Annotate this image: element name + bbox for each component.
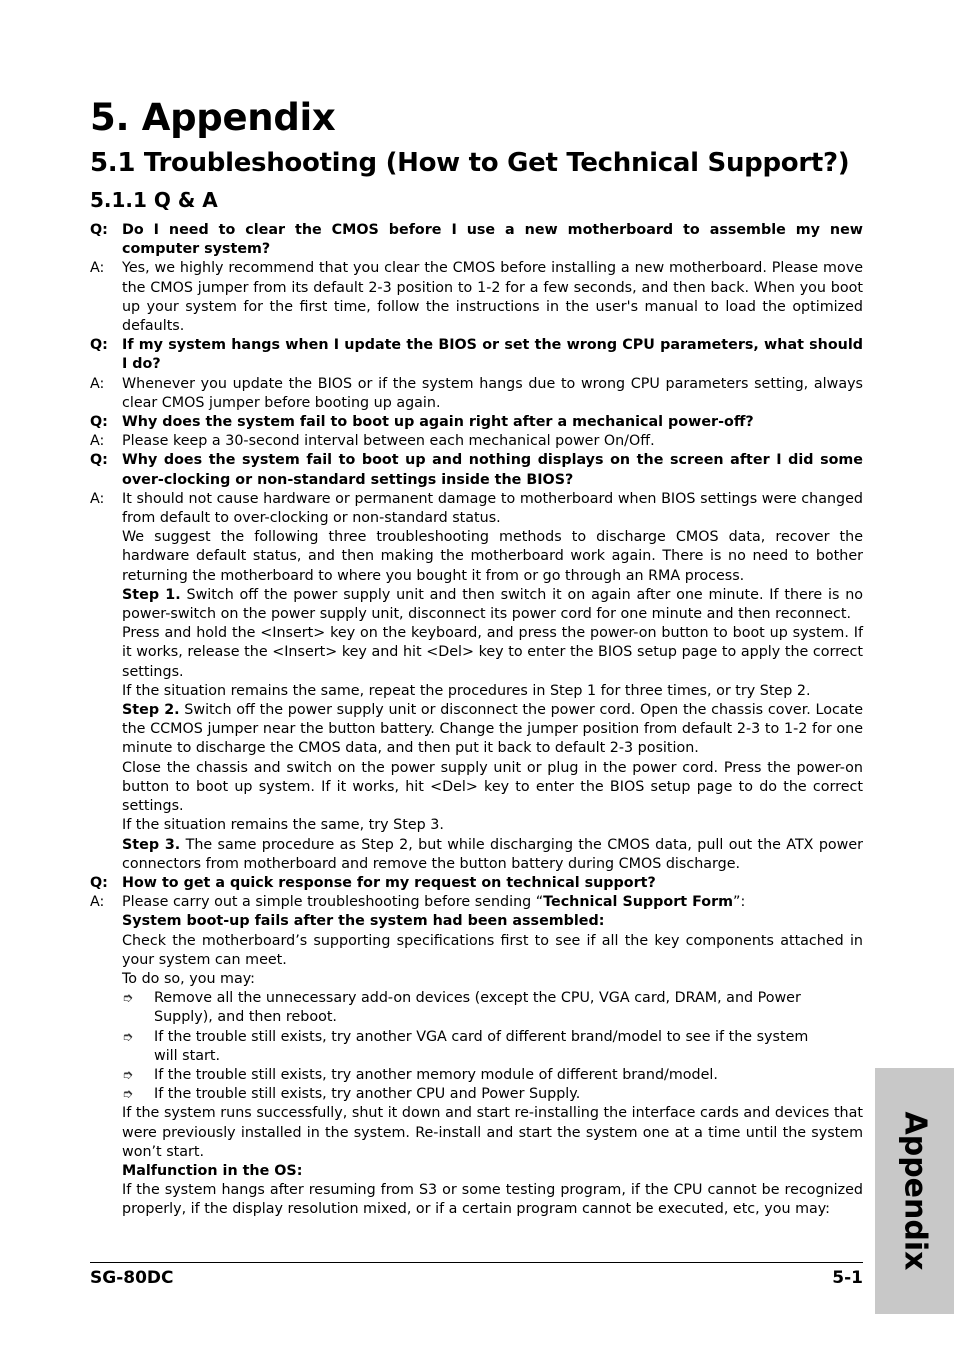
- answer-4: [90, 490, 863, 528]
- bullet-item: [122, 1066, 863, 1085]
- bullet-item: [122, 1028, 863, 1066]
- bullet-text: If the trouble still exists, try another memory module of different brand/model.: [154, 1066, 718, 1083]
- arrow-bullet-icon: ➮: [122, 1067, 133, 1083]
- step-text: The same procedure as Step 2, but while discharging the CMOS data, pull out the ATX power connectors from motherboard and remove the button battery during CMOS discharge.: [122, 836, 864, 872]
- answer-2: [90, 375, 863, 413]
- page-title: 5. Appendix: [90, 96, 336, 139]
- arrow-bullet-icon: ➮: [122, 991, 133, 1007]
- subsection-heading: 5.1.1 Q & A: [90, 188, 218, 212]
- side-tab-label: Appendix: [897, 1111, 932, 1271]
- question-text: How to get a quick response for my request on technical support?: [122, 874, 656, 891]
- step-label: Step 1.: [122, 586, 181, 603]
- question-text: Why does the system fail to boot up again right after a mechanical power-off?: [122, 414, 754, 431]
- question-label: Q:: [90, 222, 108, 238]
- answer-label: A:: [90, 490, 105, 507]
- bullet-text: If the trouble still exists, try another CPU and Power Supply.: [154, 1086, 581, 1103]
- question-text: Do I need to clear the CMOS before I use a new motherboard to assemble my new computer system?: [122, 222, 863, 258]
- arrow-bullet-icon: ➮: [122, 1029, 133, 1045]
- step-label: Step 3.: [122, 836, 181, 853]
- bullet-text: If the trouble still exists, try another VGA card of different brand/model to see if the system will start.: [154, 1028, 809, 1064]
- question-4: [90, 451, 863, 489]
- footer-rule: [90, 1262, 863, 1263]
- section-heading: 5.1 Troubleshooting (How to Get Technical Support?): [90, 148, 850, 178]
- answer-text: Yes, we highly recommend that you clear the CMOS before installing a new motherboard. Please move the CMOS jumper from its default 2-3 position to 1-2 for a few seconds, and then back. When you boot up your system for the first time, follow the instructions in the user's manual to load the optimized defaults.: [122, 260, 863, 335]
- step-label: Step 2.: [122, 702, 180, 719]
- bullet-item: [122, 1085, 863, 1104]
- answer-label: A:: [90, 894, 105, 911]
- step-text: Switch off the power supply unit and then switch it on again after one minute. If there is no power-switch on the power supply unit, disconnect its power cord for one minute and then reconnect.: [122, 586, 864, 623]
- answer-1: [90, 259, 863, 336]
- question-label: Q:: [90, 874, 108, 891]
- answer-label: A:: [90, 375, 105, 392]
- footer-page-number: 5-1: [832, 1268, 863, 1288]
- answer-text: Please keep a 30-second interval between each mechanical power On/Off.: [122, 433, 655, 450]
- subheading-os-malfunction: Malfunction in the OS:: [122, 1162, 303, 1179]
- question-2: [90, 336, 863, 374]
- answer-paragraph: If the situation remains the same, repeat the procedures in Step 1 for three times, or try Step 2.: [122, 682, 811, 699]
- answer-paragraph: If the system hangs after resuming from S3 or some testing program, if the CPU cannot be recognized properly, if the display resolution mixed, or if a certain program cannot be executed, etc, you may:: [122, 1182, 863, 1218]
- answer-paragraph: Press and hold the <Insert> key on the keyboard, and press the power-on button to boot up system. If it works, release the <Insert> key and hit <Del> key to enter the BIOS setup page to apply the correct settings.: [122, 625, 863, 680]
- answer-paragraph: To do so, you may:: [122, 970, 255, 987]
- bullet-text: Remove all the unnecessary add-on devices (except the CPU, VGA card, DRAM, and Power Supply), and then reboot.: [154, 990, 801, 1026]
- question-label: Q:: [90, 452, 108, 469]
- answer-text: Whenever you update the BIOS or if the system hangs due to wrong CPU parameters setting, always clear CMOS jumper before booting up again.: [122, 375, 863, 411]
- answer-3: [90, 432, 863, 451]
- footer-model: SG-80DC: [90, 1268, 174, 1288]
- answer-label: A:: [90, 433, 105, 450]
- answer-paragraph: If the system runs successfully, shut it down and start re-installing the interface cards and devices that were previously installed in the system. Re-install and start the system one at a time until the system won’t start.: [122, 1105, 863, 1160]
- technical-support-form-label: Technical Support Form: [543, 894, 734, 911]
- subheading-boot-fails: System boot-up fails after the system had been assembled:: [122, 913, 605, 930]
- answer-paragraph: Check the motherboard’s supporting specifications first to see if all the key components attached in your system can meet.: [122, 932, 863, 968]
- qa-content: [90, 221, 863, 1220]
- bullet-item: [122, 989, 863, 1027]
- answer-paragraph: Close the chassis and switch on the power supply unit or plug in the power cord. Press the power-on button to boot up system. If it works, hit <Del> key to enter the BIOS setup page to do the correct settings.: [122, 759, 863, 815]
- answer-text: It should not cause hardware or permanent damage to motherboard when BIOS settings were changed from default to over-clocking or non-standard status.: [122, 490, 863, 527]
- question-text: Why does the system fail to boot up and nothing displays on the screen after I did some over-clocking or non-standard settings inside the BIOS?: [122, 452, 863, 488]
- step-text: Switch off the power supply unit or disconnect the power cord. Open the chassis cover. Locate the CCMOS jumper near the button battery. Change the jumper position from default 2-3 to 1-2 for one minute to discharge the CMOS data, and then put it back to default 2-3 position.: [122, 702, 864, 757]
- question-label: Q:: [90, 414, 108, 431]
- answer-paragraph: If the situation remains the same, try Step 3.: [122, 817, 444, 834]
- question-text: If my system hangs when I update the BIOS or set the wrong CPU parameters, what should I do?: [122, 337, 863, 373]
- question-3: [90, 413, 863, 432]
- answer-paragraph: We suggest the following three troubleshooting methods to discharge CMOS data, recover the hardware default status, and then making the motherboard work again. There is no need to bother returning the motherboard to where you bought it from or go through an RMA process.: [122, 529, 863, 584]
- question-label: Q:: [90, 337, 108, 354]
- answer-label: A:: [90, 260, 105, 277]
- answer-text-post: ”:: [733, 894, 746, 911]
- answer-5: [90, 893, 863, 912]
- answer-text-pre: Please carry out a simple troubleshooting before sending “: [122, 894, 544, 911]
- side-tab: [875, 1068, 954, 1314]
- arrow-bullet-icon: ➮: [122, 1087, 133, 1103]
- question-1: [90, 221, 863, 259]
- answer-text: [122, 893, 863, 912]
- question-5: [90, 874, 863, 893]
- step-1: [122, 586, 863, 624]
- step-3: [122, 836, 863, 874]
- step-2: [122, 701, 863, 759]
